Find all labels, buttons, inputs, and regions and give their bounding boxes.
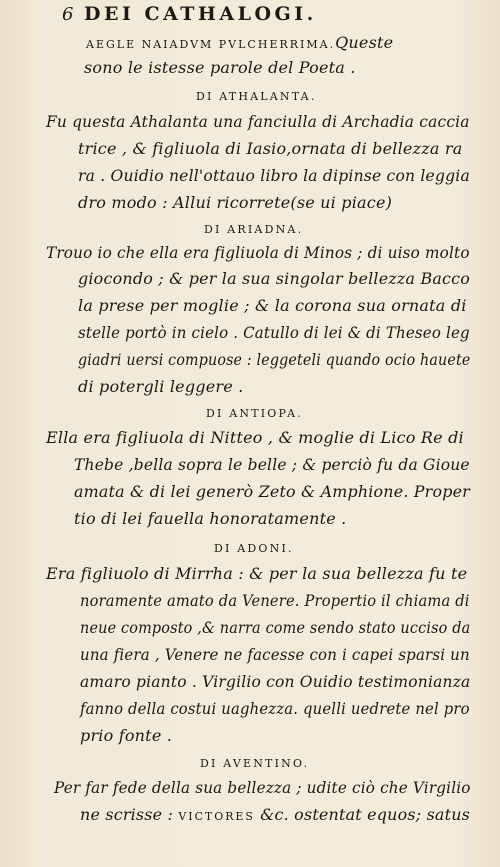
text-fragment: &c. ostentat equos; satus — [254, 805, 471, 824]
section-heading: DI ADONI. — [214, 542, 294, 555]
text-line: Per far fede della sua bellezza ; udite ciò che Virgilio — [54, 778, 471, 797]
text-line: sono le istesse parole del Poeta . — [84, 58, 356, 77]
running-title: DEI CATHALOGI. — [84, 3, 317, 25]
text-line: Era figliuolo di Mirrha : & per la sua bellezza fu te — [46, 564, 468, 583]
text-line: amata & di lei generò Zeto & Amphione. Proper — [74, 482, 470, 501]
text-line: Thebe ,bella sopra le belle ; & perciò fu da Gioue — [74, 455, 470, 474]
text-line: prio fonte . — [80, 726, 173, 745]
text-line: Fu questa Athalanta una fanciulla di Archadia caccia — [46, 112, 470, 131]
running-head — [0, 0, 500, 30]
text-line: Trouo io che ella era figliuola di Minos ; di uiso molto — [46, 243, 470, 262]
text-line: trice , & figliuola di Iasio,ornata di bellezza ra — [78, 139, 463, 158]
text-fragment: ne scrisse : — [80, 805, 179, 824]
text-line: neue composto ,& narra come sendo stato ucciso da — [80, 618, 471, 637]
text-line: ra . Ouidio nell'ottauo libro la dipinse con leggia — [78, 166, 470, 185]
page-number: 6 — [62, 4, 74, 25]
text-fragment: Queste — [335, 33, 394, 52]
section-heading: DI ANTIOPA. — [206, 407, 303, 420]
text-line: una fiera , Venere ne facesse con i capei sparsi un — [80, 645, 470, 664]
text-line — [80, 805, 470, 824]
text-line: tio di lei fauella honoratamente . — [74, 509, 347, 528]
quotation-smallcaps: AEGLE NAIADVM PVLCHERRIMA. — [86, 38, 336, 51]
quotation-smallcaps: VICTORES — [178, 810, 255, 823]
section-heading: DI AVENTINO. — [200, 757, 310, 770]
text-line: noramente amato da Venere. Propertio il chiama di — [80, 591, 470, 610]
text-line: di potergli leggere . — [78, 377, 244, 396]
text-line: amaro pianto . Virgilio con Ouidio testimonianza — [80, 672, 471, 691]
text-line: fanno della costui uaghezza. quelli uedrete nel pro — [80, 699, 470, 718]
section-heading: DI ARIADNA. — [204, 223, 304, 236]
text-line: giadri uersi compuose : leggeteli quando ocio hauete — [78, 350, 471, 369]
section-heading: DI ATHALANTA. — [196, 90, 317, 103]
text-line — [86, 33, 393, 52]
text-line: la prese per moglie ; & la corona sua ornata di — [78, 296, 467, 315]
text-line: stelle portò in cielo . Catullo di lei & di Theseo leg — [78, 323, 470, 342]
text-line: Ella era figliuola di Nitteo , & moglie di Lico Re di — [46, 428, 464, 447]
text-line: dro modo : Allui ricorrete(se ui piace) — [78, 193, 393, 212]
text-line: giocondo ; & per la sua singolar bellezza Bacco — [78, 269, 471, 288]
